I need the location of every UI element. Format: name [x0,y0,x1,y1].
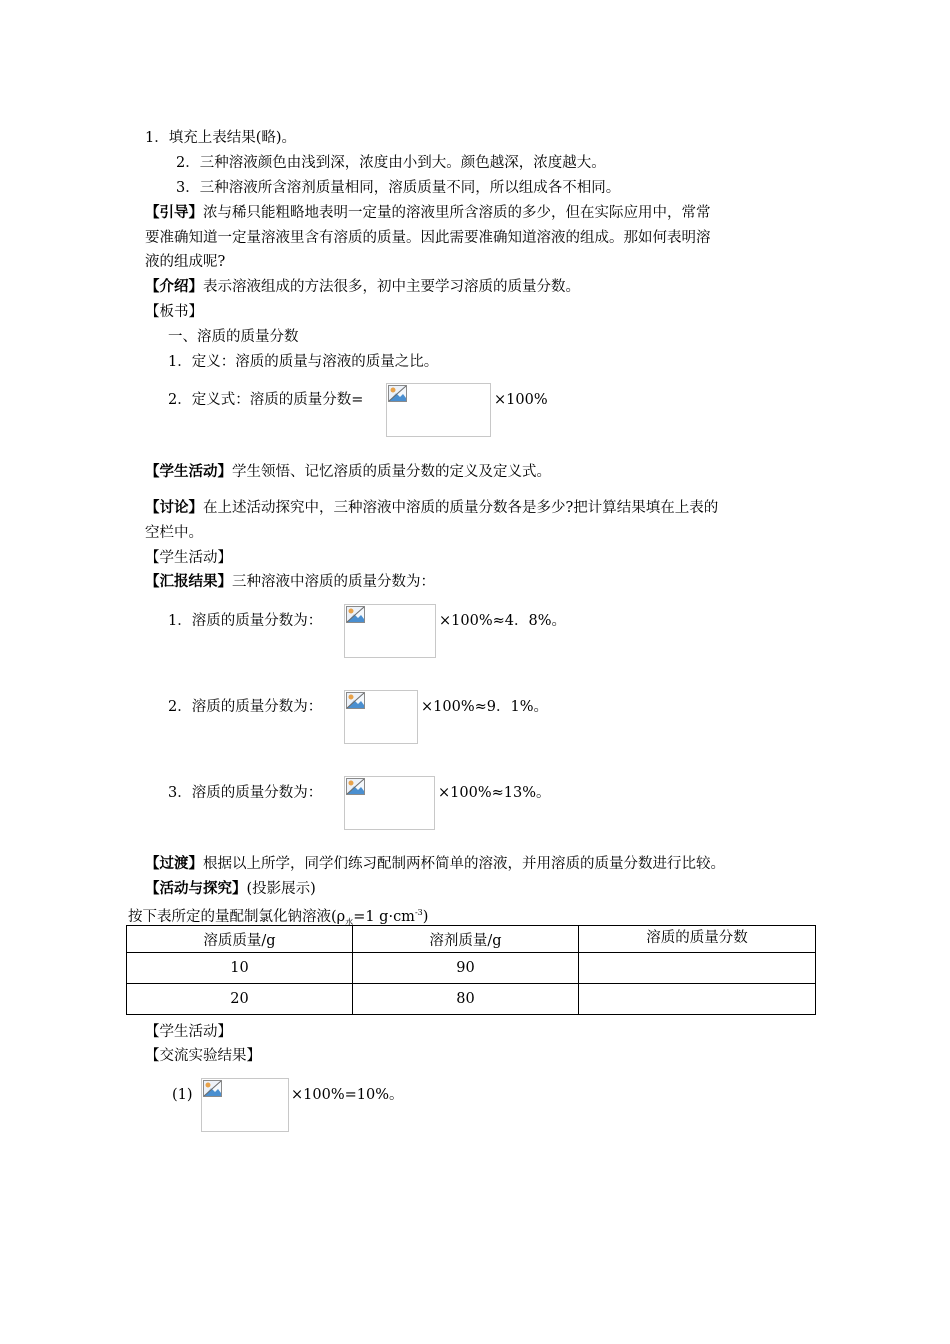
activity-text: (投影展示) [246,881,316,897]
student-text: 学生领悟、记忆溶质的质量分数的定义及定义式。 [232,464,551,480]
result-line-3: 3．三种溶液所含溶剂质量相同，溶质质量不同，所以组成各不相同。 [176,180,621,196]
broken-image-icon [346,606,365,623]
header-solute-mass: 溶质质量/g [127,926,353,953]
student-activity-line [145,462,551,482]
result-3-suffix: ×100%≈13%。 [438,785,551,801]
table-intro-text: 按下表所定的量配制氯化钠溶液( [128,908,337,925]
intro-line [145,277,580,297]
density-value: =1 g·cm [353,908,415,925]
student-tag-2: 【学生活动】 [145,550,232,566]
broken-image-icon [388,385,407,402]
result-1-label: 1．溶质的质量分数为： [168,613,323,629]
table-header-row [127,926,816,953]
result-3-image [344,776,435,830]
transition-text: 根据以上所学，同学们练习配制两杯简单的溶液，并用溶质的质量分数进行比较。 [203,856,725,872]
intro-tag: 【介绍】 [145,278,203,295]
table-cell: 80 [353,984,579,1015]
transition-line [145,854,725,874]
activity-line [145,879,316,899]
table-cell [579,984,816,1015]
table-cell [579,953,816,984]
table-row [127,953,816,984]
table-row [127,984,816,1015]
report-line [145,572,435,592]
rho-symbol: ρ [336,908,346,925]
guide-paragraph-line-2: 要准确知道一定量溶液里含有溶质的质量。因此需要准确知道溶液的组成。那如何表明溶 [145,230,711,246]
discuss-tag: 【讨论】 [145,499,203,516]
table-cell: 90 [353,953,579,984]
guide-paragraph-line-3: 液的组成呢? [145,254,226,270]
table-cell: 20 [127,984,353,1015]
board-tag: 【板书】 [145,304,203,320]
report-text: 三种溶液中溶质的质量分数为： [232,574,435,590]
discuss-text-1: 在上述活动探究中，三种溶液中溶质的质量分数各是多少?把计算结果填在上表的 [203,500,719,516]
student-tag-3: 【学生活动】 [145,1024,232,1040]
close-paren: ) [422,908,429,925]
header-mass-fraction: 溶质的质量分数 [579,926,816,953]
guide-paragraph-line-1 [145,203,711,223]
water-subscript: 水 [345,917,354,927]
guide-text-1: 浓与稀只能粗略地表明一定量的溶液里所含溶质的多少，但在实际应用中，常常 [203,205,711,221]
definition-line: 1．定义：溶质的质量与溶液的质量之比。 [168,354,439,370]
formula-label: 2．定义式：溶质的质量分数= [168,392,364,408]
intro-text: 表示溶液组成的方法很多，初中主要学习溶质的质量分数。 [203,279,580,295]
student-tag: 【学生活动】 [145,463,232,480]
result-2-suffix: ×100%≈9．1%。 [421,699,548,715]
exchange-1-image [201,1078,289,1132]
formula-image [386,383,491,437]
transition-tag: 【过渡】 [145,855,203,872]
discuss-line-1 [145,498,718,518]
result-2-label: 2．溶质的质量分数为： [168,699,323,715]
exchange-1-suffix: ×100%=10%。 [291,1087,404,1103]
result-3-label: 3．溶质的质量分数为： [168,785,323,801]
exchange-1-label: (1) [172,1087,193,1103]
guide-tag: 【引导】 [145,204,203,221]
result-2-image [344,690,418,744]
unit-superscript: -3 [414,908,423,917]
broken-image-icon [203,1080,222,1097]
result-1-suffix: ×100%≈4．8%。 [439,613,566,629]
report-tag: 【汇报结果】 [145,573,232,590]
solution-table [126,925,816,1015]
result-line-1: 1．填充上表结果(略)。 [145,130,297,146]
exchange-tag: 【交流实验结果】 [145,1048,261,1064]
broken-image-icon [346,692,365,709]
header-solvent-mass: 溶剂质量/g [353,926,579,953]
activity-tag: 【活动与探究】 [145,880,247,897]
section-title: 一、溶质的质量分数 [168,329,299,345]
discuss-line-2: 空栏中。 [145,525,203,541]
result-line-2: 2．三种溶液颜色由浅到深，浓度由小到大。颜色越深，浓度越大。 [176,155,606,171]
broken-image-icon [346,778,365,795]
table-cell: 10 [127,953,353,984]
formula-suffix: ×100% [494,392,548,408]
result-1-image [344,604,436,658]
